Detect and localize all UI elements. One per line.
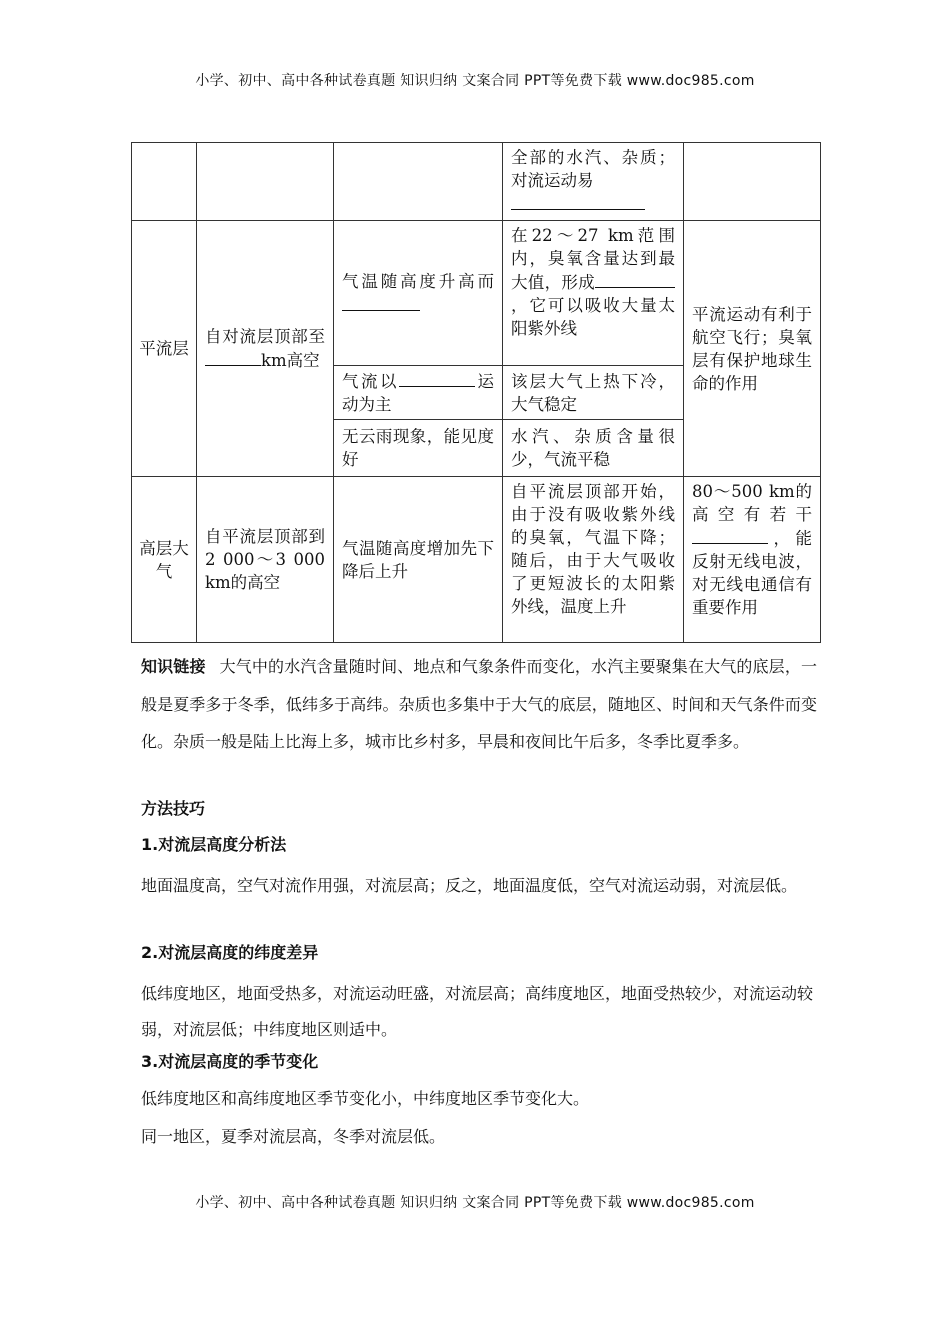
cell-text: 全部的水汽、杂质；对流运动易: [511, 148, 675, 190]
section-paragraph: 同一地区，夏季对流层高，冬季对流层低。: [141, 1127, 446, 1146]
cell-text: 在22～27 km范围内，臭氧含量达到最大值，形成: [511, 226, 675, 292]
table-cell: [197, 477, 334, 643]
page-footer: 小学、初中、高中各种试卷真题 知识归纳 文案合同 PPT等免费下载 www.doc985.com: [195, 1195, 755, 1211]
cell-text: 80～500 km的高空有若干: [692, 482, 812, 524]
atmosphere-layers-table: [131, 142, 821, 643]
table-cell: [197, 221, 334, 477]
table-cell: [334, 143, 503, 221]
section-heading: 2.对流层高度的纬度差异: [141, 943, 319, 962]
cell-text: 该层大气上热下冷，大气稳定: [511, 371, 675, 414]
table-cell: [684, 477, 821, 643]
knowledge-link-label: 知识链接: [141, 657, 206, 676]
fill-blank: [595, 270, 675, 288]
section-paragraph: 低纬度地区和高纬度地区季节变化小，中纬度地区季节变化大。: [141, 1089, 590, 1108]
table-cell: [334, 477, 503, 643]
cell-text: 自平流层顶部开始，由于没有吸收紫外线的臭氧，气温下降；随后，由于大气吸收了更短波长的太阳紫外线，温度上升: [511, 482, 675, 616]
table-cell: [197, 143, 334, 221]
section-paragraph: 地面温度高，空气对流作用强，对流层高；反之，地面温度低，空气对流运动弱，对流层低。: [141, 876, 798, 895]
cell-text: 气温随高度增加先下降后上升: [342, 538, 494, 581]
cell-text: ，它可以吸收大量太阳紫外线: [511, 296, 675, 338]
layer-name: 平流层: [139, 339, 189, 358]
section-heading: 3.对流层高度的季节变化: [141, 1052, 319, 1071]
table-cell: [132, 143, 197, 221]
section-heading: 1.对流层高度分析法: [141, 835, 287, 854]
section-paragraph: 低纬度地区，地面受热多，对流运动旺盛，对流层高；高纬度地区，地面受热较少，对流运动较弱，对流层低；中纬度地区则适中。: [141, 984, 814, 1039]
layer-name-cell: [132, 221, 197, 477]
table-row: [132, 221, 821, 366]
cell-text: km高空: [261, 351, 320, 370]
cell-text: 水汽、杂质含量很少，气流平稳: [511, 427, 675, 469]
knowledge-link-text: 大气中的水汽含量随时间、地点和气象条件而变化，水汽主要聚集在大气的底层，一般是夏季多于冬季，低纬多于高纬。杂质也多集中于大气的底层，随地区、时间和天气条件而变化。杂质一般是陆上比海上多，城市比乡村多，早晨和夜间比午后多，冬季比夏季多。: [141, 657, 817, 751]
page-header: 小学、初中、高中各种试卷真题 知识归纳 文案合同 PPT等免费下载 www.doc985.com: [195, 73, 755, 89]
table-row: [132, 477, 821, 643]
cell-text: 无云雨现象，能见度好: [342, 427, 494, 469]
fill-blank: [511, 192, 645, 210]
table-cell: [503, 477, 684, 643]
cell-text: 气温随高度升高而: [342, 271, 494, 291]
table-cell: [334, 221, 503, 366]
cell-text: 运动为主: [342, 372, 494, 414]
cell-text: 自平流层顶部到2 000～3 000 km的高空: [205, 527, 325, 592]
table-cell: [334, 420, 503, 477]
fill-blank: [205, 348, 261, 366]
table-cell: [334, 366, 503, 420]
fill-blank: [692, 526, 768, 544]
method-title: 方法技巧: [141, 799, 206, 818]
layer-name: 高层大气: [139, 538, 189, 581]
table-cell: [503, 143, 684, 221]
fill-blank: [399, 369, 475, 387]
table-cell: [503, 420, 684, 477]
cell-text: 自对流层顶部至: [205, 327, 325, 346]
knowledge-link-paragraph: [141, 648, 817, 761]
table-cell: [503, 366, 684, 420]
cell-text: ，能反射无线电波，对无线电通信有重要作用: [692, 529, 812, 617]
table-row: [132, 143, 821, 221]
cell-text: 气流以: [342, 372, 399, 391]
fill-blank: [342, 293, 420, 311]
table-cell: [684, 143, 821, 221]
table-cell: [684, 221, 821, 477]
layer-name-cell: [132, 477, 197, 643]
table-cell: [503, 221, 684, 366]
cell-text: 平流运动有利于航空飞行；臭氧层有保护地球生命的作用: [692, 304, 812, 393]
